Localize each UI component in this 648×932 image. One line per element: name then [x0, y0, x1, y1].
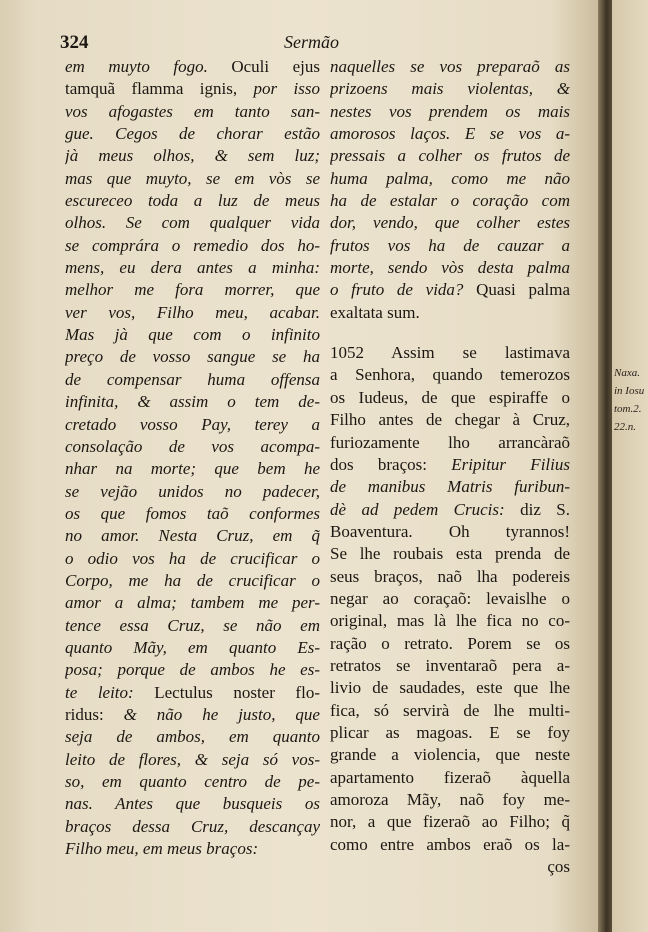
italic-span: Corpo, me ha de crucificar o — [65, 570, 320, 590]
text-line — [330, 168, 570, 190]
italic-span: se vejão unidos no padecer, — [65, 481, 320, 501]
book-gutter — [598, 0, 612, 932]
text-line — [65, 346, 320, 368]
text-line — [330, 767, 570, 789]
italic-span: o odio vos ha de crucificar o — [65, 548, 320, 568]
text-line — [330, 145, 570, 167]
text-line — [330, 454, 570, 476]
italic-span: de manibus Matris furibun- — [330, 477, 570, 497]
text-line — [65, 749, 320, 771]
text-line — [65, 570, 320, 592]
text-line — [65, 257, 320, 279]
text-line — [330, 811, 570, 833]
text-line — [65, 615, 320, 637]
roman-span: retratos se inventaraõ pera a- — [330, 655, 570, 675]
facing-page-edge — [612, 0, 648, 932]
roman-span: livio de saudades, este que lhe — [330, 678, 570, 698]
text-line — [65, 637, 320, 659]
roman-span: dos braços: — [330, 454, 452, 474]
text-line — [65, 212, 320, 234]
text-line — [65, 302, 320, 324]
italic-span: naquelles se vos preparaõ as — [330, 57, 570, 76]
italic-span: nestes vos prendem os mais — [330, 101, 570, 121]
roman-span: nor, a que fizeraõ ao Filho; q̃ — [330, 812, 570, 832]
running-title: Sermão — [284, 32, 339, 52]
roman-span: diz S. — [504, 499, 570, 519]
text-line — [330, 700, 570, 722]
italic-span: jà meus olhos, & sem luz; — [65, 146, 320, 166]
italic-span: nas. Antes que busqueis os — [65, 794, 320, 814]
text-line — [65, 78, 320, 100]
italic-span: amorosos laços. E se vos a- — [330, 124, 570, 144]
roman-span: Quasi palma — [476, 280, 570, 300]
text-line — [330, 610, 570, 632]
italic-span: gue. Cegos de chorar estão — [65, 124, 320, 144]
italic-span: os que fomos taõ conformes — [65, 503, 320, 523]
text-line — [65, 369, 320, 391]
italic-span: & não he justo, que — [123, 704, 320, 724]
text-line — [65, 324, 320, 346]
right-column-continuation — [330, 56, 570, 324]
italic-span: dè ad pedem Crucis: — [330, 499, 505, 519]
text-line — [330, 257, 570, 279]
roman-span: Se lhe roubais esta prenda de — [330, 544, 570, 564]
text-line — [330, 633, 570, 655]
italic-span: braços dessa Cruz, descançay — [65, 816, 320, 836]
text-line — [330, 409, 570, 431]
roman-span: plicar as magoas. E se foy — [330, 722, 570, 742]
text-line — [65, 235, 320, 257]
text-line — [65, 548, 320, 570]
italic-span: tence essa Cruz, se não em — [65, 615, 320, 635]
paragraph-1052 — [330, 342, 570, 878]
text-line — [330, 856, 570, 878]
text-line — [330, 722, 570, 744]
italic-span: no amor. Nesta Cruz, em q̃ — [65, 526, 320, 546]
text-line — [65, 838, 320, 860]
roman-span: original, mas là lhe fica no co- — [330, 611, 570, 631]
text-line — [65, 436, 320, 458]
italic-span: o fruto de vida? — [330, 280, 477, 300]
text-line — [65, 771, 320, 793]
italic-span: dor, vendo, que colher estes — [330, 213, 570, 233]
italic-span: pressais a colher os frutos de — [330, 146, 570, 166]
text-line — [330, 78, 570, 100]
text-line — [330, 56, 570, 78]
italic-span: cretado vosso Pay, terey a — [65, 414, 320, 434]
italic-span: Eripitur Filius — [451, 454, 570, 474]
italic-span: em muyto fogo. — [65, 57, 208, 76]
text-line — [330, 279, 570, 301]
text-line — [330, 655, 570, 677]
italic-span: infinita, & assim o tem de- — [65, 392, 320, 412]
italic-span: seja de ambos, em quanto — [65, 727, 320, 747]
text-line — [330, 342, 570, 364]
italic-span: consolação de vos acompa- — [65, 436, 320, 456]
italic-span: escureceo toda a luz de meus — [65, 191, 320, 211]
italic-span: preço de vosso sangue se ha — [65, 347, 320, 367]
text-line — [65, 659, 320, 681]
roman-span: furiozamente lho arrancàraõ — [330, 432, 570, 452]
text-line — [65, 458, 320, 480]
text-line — [65, 414, 320, 436]
text-line — [65, 391, 320, 413]
text-line — [65, 101, 320, 123]
roman-span: seus braços, naõ lha podereis — [330, 566, 570, 586]
text-line — [330, 543, 570, 565]
text-line — [65, 503, 320, 525]
roman-span: como entre ambos eraõ os la- — [330, 834, 570, 854]
italic-span: posa; porque de ambos he es- — [65, 660, 320, 680]
text-line — [330, 677, 570, 699]
roman-span: apartamento fizeraõ àquella — [330, 767, 570, 787]
italic-span: vos afogastes em tanto san- — [65, 101, 320, 121]
italic-span: te leito: — [65, 682, 155, 702]
roman-span: grande a violencia, que neste — [330, 745, 570, 765]
italic-span: so, em quanto centro de pe- — [65, 772, 320, 791]
text-line — [330, 744, 570, 766]
italic-span: Mas jà que com o infinito — [65, 325, 320, 345]
roman-span: exaltata sum. — [330, 302, 420, 322]
margin-citation: Naxa. in Iosu tom.2. 22.n. — [614, 367, 645, 433]
text-line — [330, 235, 570, 257]
paragraph-gap — [330, 324, 570, 342]
text-line — [330, 123, 570, 145]
text-line — [65, 168, 320, 190]
roman-span: Lectulus noster flo- — [154, 682, 320, 702]
text-line — [330, 101, 570, 123]
italic-span: ver vos, Filho meu, acabar. — [65, 302, 320, 322]
text-line — [65, 704, 320, 726]
italic-span: nhar na morte; que bem he — [65, 459, 320, 479]
italic-span: amor a alma; tambem me per- — [65, 593, 320, 613]
left-text-column — [65, 56, 320, 860]
italic-span: prizoens mais violentas, & — [330, 79, 570, 99]
roman-span: Oculi ejus — [207, 57, 320, 76]
roman-span: ridus: — [65, 704, 124, 724]
text-line — [65, 190, 320, 212]
roman-span: ços — [547, 857, 570, 877]
text-line — [65, 279, 320, 301]
roman-span: amoroza Mãy, naõ foy me- — [330, 790, 570, 809]
text-line — [65, 793, 320, 815]
text-line — [65, 525, 320, 547]
italic-span: leito de flores, & seja só vos- — [65, 749, 320, 769]
italic-span: melhor me fora morrer, que — [65, 280, 320, 300]
italic-span: quanto Mãy, em quanto Es- — [65, 637, 320, 657]
roman-span: Filho antes de chegar à Cruz, — [330, 410, 570, 430]
text-line — [330, 789, 570, 811]
page-number: 324 — [60, 32, 89, 53]
text-line — [330, 387, 570, 409]
text-line — [330, 476, 570, 498]
text-line — [330, 566, 570, 588]
roman-span: fica, só servirà de lhe multi- — [330, 700, 570, 720]
text-line — [65, 816, 320, 838]
roman-span: ração o retrato. Porem se os — [330, 633, 570, 653]
text-line — [330, 302, 570, 324]
italic-span: por isso — [253, 79, 320, 99]
text-line — [330, 190, 570, 212]
italic-span: mas que muyto, se em vòs se — [65, 168, 320, 188]
text-line — [330, 212, 570, 234]
text-line — [65, 56, 320, 78]
italic-span: olhos. Se com qualquer vida — [65, 213, 320, 233]
italic-span: mens, eu dera antes a minha: — [65, 258, 320, 278]
text-line — [65, 145, 320, 167]
text-line — [330, 521, 570, 543]
right-text-column — [330, 56, 570, 878]
text-line — [65, 123, 320, 145]
roman-span: negar ao coraçaõ: levaislhe o — [330, 588, 570, 608]
text-line — [330, 432, 570, 454]
roman-span: tamquã flamma ignis, — [65, 79, 254, 99]
italic-span: frutos vos ha de cauzar a — [330, 235, 570, 255]
text-line — [65, 481, 320, 503]
roman-span: 1052 — [330, 343, 392, 363]
italic-span: morte, sendo vòs desta palma — [330, 258, 570, 278]
text-line — [65, 726, 320, 748]
text-line — [330, 499, 570, 521]
text-line — [330, 364, 570, 386]
italic-span: Filho meu, em meus braços: — [65, 839, 259, 859]
italic-span: huma palma, como me não — [330, 168, 570, 188]
text-line — [330, 588, 570, 610]
roman-span: a Senhora, quando temerozos — [330, 365, 570, 385]
roman-span: Boaventura. Oh tyrannos! — [330, 521, 570, 541]
roman-span: os Iudeus, de que espiraffe o — [330, 387, 570, 407]
text-line — [330, 834, 570, 856]
italic-span: se comprára o remedio dos ho- — [65, 235, 320, 255]
italic-span: ha de estalar o coração com — [330, 191, 570, 211]
text-line — [65, 682, 320, 704]
roman-span: Assim se lastimava — [391, 343, 570, 363]
text-line — [65, 592, 320, 614]
italic-span: de compensar huma offensa — [65, 369, 320, 389]
page-header — [60, 32, 580, 56]
